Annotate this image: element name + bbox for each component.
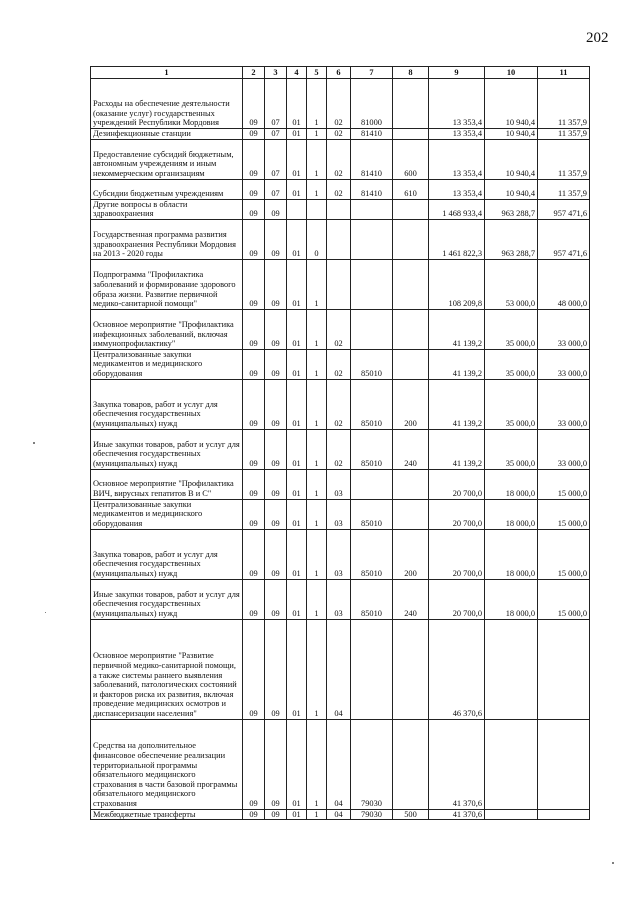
table-row [91,619,590,719]
row-description: Государственная программа развития здравоохранения Республики Мордовия на 2013 - 2020 годы [91,219,243,259]
table-cell: 09 [243,349,265,379]
table-cell: 81410 [351,129,393,140]
table-cell: 1 [307,469,327,499]
table-cell: 41 370,6 [429,719,485,809]
column-header: 8 [393,67,429,79]
table-cell: 33 000,0 [538,429,590,469]
table-cell: 09 [243,129,265,140]
table-cell: 85010 [351,349,393,379]
table-cell: 09 [243,259,265,309]
scan-speck [45,612,46,613]
table-cell: 85010 [351,529,393,579]
table-cell [327,199,351,219]
table-cell: 10 940,4 [485,179,538,199]
row-description: Дезинфекционные станции [91,129,243,140]
table-cell: 240 [393,579,429,619]
table-cell: 09 [243,619,265,719]
table-cell: 09 [243,139,265,179]
table-cell: 09 [243,199,265,219]
table-cell: 18 000,0 [485,579,538,619]
table-cell [351,469,393,499]
row-description: Централизованные закупки медикаментов и медицинского оборудования [91,349,243,379]
table-row [91,259,590,309]
table-cell: 01 [287,129,307,140]
table-row [91,129,590,140]
table-row [91,719,590,809]
table-cell [393,309,429,349]
table-cell: 957 471,6 [538,199,590,219]
table-cell: 81410 [351,179,393,199]
table-cell [393,199,429,219]
table-cell: 09 [265,219,287,259]
table-cell [351,259,393,309]
column-header: 10 [485,67,538,79]
column-header: 1 [91,67,243,79]
table-cell: 15 000,0 [538,579,590,619]
table-cell: 09 [243,719,265,809]
table-cell: 09 [265,309,287,349]
row-description: Централизованные закупки медикаментов и медицинского оборудования [91,499,243,529]
table-cell: 10 940,4 [485,79,538,129]
table-cell: 1 [307,139,327,179]
table-cell: 01 [287,719,307,809]
column-header: 5 [307,67,327,79]
row-description: Закупка товаров, работ и услуг для обеспечения государственных (муниципальных) нужд [91,529,243,579]
table-cell: 20 700,0 [429,579,485,619]
table-cell [538,619,590,719]
table-cell: 09 [265,579,287,619]
table-cell: 07 [265,179,287,199]
table-cell: 03 [327,499,351,529]
table-cell: 01 [287,379,307,429]
table-cell: 35 000,0 [485,429,538,469]
table-cell: 85010 [351,499,393,529]
table-cell: 53 000,0 [485,259,538,309]
table-cell: 13 353,4 [429,79,485,129]
table-cell: 01 [287,469,307,499]
column-header: 3 [265,67,287,79]
table-cell: 07 [265,139,287,179]
table-cell [393,719,429,809]
table-row [91,219,590,259]
table-cell: 01 [287,809,307,820]
table-row [91,199,590,219]
table-cell [393,259,429,309]
budget-table [90,66,590,820]
table-row [91,809,590,820]
column-header: 9 [429,67,485,79]
table-cell: 09 [243,529,265,579]
table-cell [393,129,429,140]
table-cell: 09 [243,79,265,129]
row-description: Субсидии бюджетным учреждениям [91,179,243,199]
table-row [91,179,590,199]
table-cell: 20 700,0 [429,499,485,529]
table-cell: 04 [327,809,351,820]
table-cell: 200 [393,529,429,579]
table-cell: 18 000,0 [485,499,538,529]
table-cell: 108 209,8 [429,259,485,309]
table-cell: 240 [393,429,429,469]
table-cell [307,199,327,219]
table-cell [393,469,429,499]
table-cell: 09 [265,199,287,219]
column-header: 7 [351,67,393,79]
table-cell [393,499,429,529]
table-row [91,379,590,429]
table-cell: 963 288,7 [485,219,538,259]
table-cell: 01 [287,529,307,579]
table-cell: 01 [287,79,307,129]
table-cell: 18 000,0 [485,529,538,579]
row-description: Межбюджетные трансферты [91,809,243,820]
table-cell: 09 [265,259,287,309]
table-cell: 09 [265,529,287,579]
table-cell: 02 [327,429,351,469]
table-cell: 1 [307,259,327,309]
table-cell: 1 [307,529,327,579]
table-cell: 1 [307,619,327,719]
table-cell: 1 468 933,4 [429,199,485,219]
table-cell: 41 370,6 [429,809,485,820]
table-cell: 13 353,4 [429,139,485,179]
table-cell: 33 000,0 [538,379,590,429]
table-cell: 35 000,0 [485,309,538,349]
table-cell [351,219,393,259]
table-cell: 09 [243,499,265,529]
table-cell: 1 [307,179,327,199]
table-cell: 09 [265,379,287,429]
scan-speck [612,862,614,864]
table-cell: 02 [327,179,351,199]
table-cell: 1 [307,79,327,129]
row-description: Предоставление субсидий бюджетным, автономным учреждениям и иным некоммерческим организациям [91,139,243,179]
table-row [91,309,590,349]
table-cell: 09 [265,719,287,809]
row-description: Закупка товаров, работ и услуг для обеспечения государственных (муниципальных) нужд [91,379,243,429]
table-cell: 01 [287,219,307,259]
table-cell [351,309,393,349]
table-cell: 200 [393,379,429,429]
table-cell: 81410 [351,139,393,179]
table-cell: 1 [307,809,327,820]
table-cell: 11 357,9 [538,79,590,129]
table-cell: 79030 [351,809,393,820]
column-header: 6 [327,67,351,79]
table-cell: 33 000,0 [538,309,590,349]
table-cell: 1 [307,129,327,140]
row-description: Средства на дополнительное финансовое обеспечение реализации территориальной программы обязательного медицинского страхования в части базовой программы обязательного медицинского страхования [91,719,243,809]
scan-speck [33,442,35,444]
table-cell [485,619,538,719]
table-cell: 01 [287,259,307,309]
table-cell: 01 [287,499,307,529]
table-cell: 02 [327,129,351,140]
row-description: Основное мероприятие "Профилактика ВИЧ, вирусных гепатитов В и С" [91,469,243,499]
table-cell: 04 [327,719,351,809]
table-cell: 1 461 822,3 [429,219,485,259]
table-cell: 20 700,0 [429,529,485,579]
table-cell: 41 139,2 [429,309,485,349]
table-cell: 07 [265,129,287,140]
table-cell: 35 000,0 [485,349,538,379]
table-row [91,139,590,179]
table-cell: 09 [243,809,265,820]
table-cell: 18 000,0 [485,469,538,499]
table-cell [351,619,393,719]
table-cell [327,259,351,309]
table-cell: 09 [243,219,265,259]
table-cell: 1 [307,379,327,429]
table-cell: 09 [243,429,265,469]
table-cell: 957 471,6 [538,219,590,259]
table-cell: 01 [287,579,307,619]
table-cell: 09 [265,499,287,529]
table-cell [538,719,590,809]
table-cell [287,199,307,219]
table-cell: 01 [287,619,307,719]
row-description: Расходы на обеспечение деятельности (оказание услуг) государственных учреждений Республики Мордовия [91,79,243,129]
table-cell: 1 [307,309,327,349]
table-cell: 85010 [351,579,393,619]
column-header: 4 [287,67,307,79]
table-cell: 09 [265,429,287,469]
table-cell: 1 [307,429,327,469]
table-cell: 09 [265,619,287,719]
table-cell: 04 [327,619,351,719]
table-cell: 15 000,0 [538,499,590,529]
table-cell: 85010 [351,379,393,429]
table-cell: 02 [327,139,351,179]
table-cell: 10 940,4 [485,129,538,140]
table-row [91,79,590,129]
table-cell: 600 [393,139,429,179]
table-cell: 41 139,2 [429,429,485,469]
table-cell [393,349,429,379]
table-cell: 03 [327,469,351,499]
table-cell: 11 357,9 [538,179,590,199]
row-description: Основное мероприятие "Развитие первичной медико-санитарной помощи, а также системы раннего выявления заболеваний, патологических состояний и факторов риска их развития, включая проведение медицинских осмотров и диспансеризации населения" [91,619,243,719]
table-cell: 07 [265,79,287,129]
table-cell: 500 [393,809,429,820]
table-cell: 1 [307,579,327,619]
table-row [91,579,590,619]
table-cell [485,719,538,809]
table-cell: 963 288,7 [485,199,538,219]
table-cell: 48 000,0 [538,259,590,309]
table-cell: 02 [327,79,351,129]
table-cell: 01 [287,179,307,199]
table-cell: 41 139,2 [429,379,485,429]
column-header: 2 [243,67,265,79]
table-cell: 01 [287,139,307,179]
table-cell [351,199,393,219]
table-cell: 03 [327,579,351,619]
row-description: Иные закупки товаров, работ и услуг для обеспечения государственных (муниципальных) нужд [91,429,243,469]
table-cell [393,219,429,259]
table-row [91,349,590,379]
table-cell: 03 [327,529,351,579]
column-header: 11 [538,67,590,79]
table-cell: 09 [265,469,287,499]
table-cell: 610 [393,179,429,199]
table-row [91,429,590,469]
table-cell: 20 700,0 [429,469,485,499]
table-row [91,499,590,529]
row-description: Другие вопросы в области здравоохранения [91,199,243,219]
table-cell: 85010 [351,429,393,469]
table-cell: 01 [287,429,307,469]
table-cell [393,619,429,719]
table-cell: 1 [307,349,327,379]
table-cell: 02 [327,309,351,349]
table-cell: 11 357,9 [538,139,590,179]
table-cell [485,809,538,820]
table-cell: 15 000,0 [538,529,590,579]
row-description: Основное мероприятие "Профилактика инфекционных заболеваний, включая иммунопрофилактику" [91,309,243,349]
table-cell: 1 [307,719,327,809]
table-cell [327,219,351,259]
table-cell: 09 [243,579,265,619]
table-row [91,469,590,499]
table-cell: 13 353,4 [429,129,485,140]
table-cell: 79030 [351,719,393,809]
table-cell: 09 [265,349,287,379]
table-cell [393,79,429,129]
table-cell: 46 370,6 [429,619,485,719]
table-cell: 41 139,2 [429,349,485,379]
table-cell: 15 000,0 [538,469,590,499]
table-cell: 1 [307,499,327,529]
table-cell: 09 [243,469,265,499]
table-cell: 35 000,0 [485,379,538,429]
table-cell: 10 940,4 [485,139,538,179]
row-description: Подпрограмма "Профилактика заболеваний и формирование здорового образа жизни. Развитие первичной медико-санитарной помощи" [91,259,243,309]
row-description: Иные закупки товаров, работ и услуг для обеспечения государственных (муниципальных) нужд [91,579,243,619]
table-cell: 0 [307,219,327,259]
table-cell: 09 [243,309,265,349]
header-row [91,67,590,79]
table-cell: 11 357,9 [538,129,590,140]
table-cell: 09 [243,179,265,199]
table-row [91,529,590,579]
table-cell: 01 [287,349,307,379]
table-cell: 09 [265,809,287,820]
table-cell: 02 [327,379,351,429]
table-cell: 81000 [351,79,393,129]
page-number: 202 [586,30,609,46]
table-cell: 02 [327,349,351,379]
table-cell: 13 353,4 [429,179,485,199]
table-body [91,67,590,820]
table-cell: 09 [243,379,265,429]
table-cell: 33 000,0 [538,349,590,379]
table-cell [538,809,590,820]
table-cell: 01 [287,309,307,349]
